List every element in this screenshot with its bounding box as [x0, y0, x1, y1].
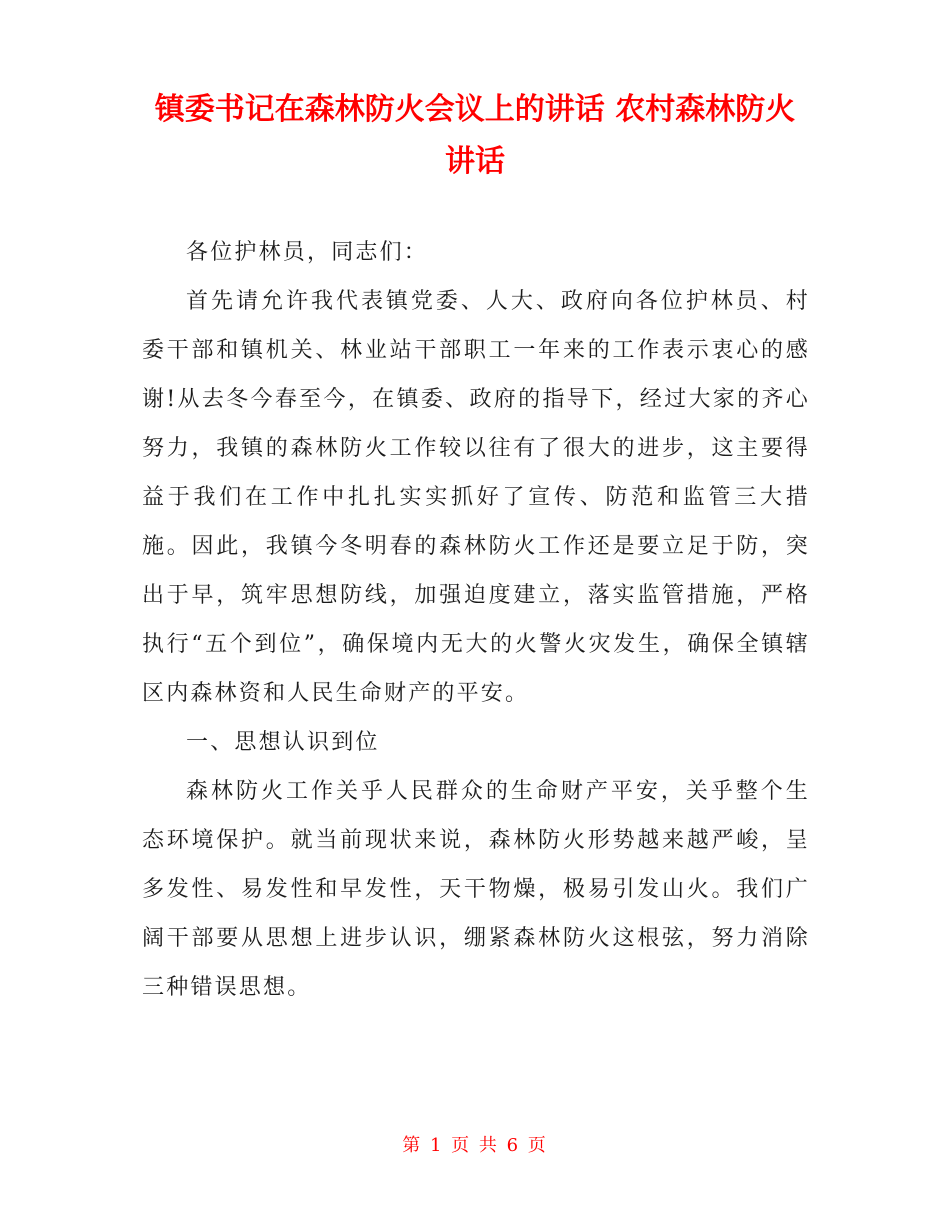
page-footer: 第 1 页 共 6 页 [402, 1135, 548, 1156]
salutation-paragraph: 各位护林员，同志们： [186, 240, 429, 265]
body-paragraph: 首先请允许我代表镇党委、人大、政府向各位护林员、村委干部和镇机关、林业站干部职工一年来的工作表示衷心的感谢!从去冬今春至今，在镇委、政府的指导下，经过大家的齐心努力，我镇的森林防火工作较以往有了很大的进步，这主要得益于我们在工作中扎扎实实抓好了宣传、防范和监管三大措施。因此，我镇今冬明春的森林防火工作还是要立足于防，突出于早，筑牢思想防线，加强迫度建立，落实监管措施，严格执行“五个到位”，确保境内无大的火警火灾发生，确保全镇辖区内森林资和人民生命财产的平安。 [142, 289, 810, 706]
section-heading: 一、思想认识到位 [186, 730, 380, 755]
body-paragraph: 森林防火工作关乎人民群众的生命财产平安，关乎整个生态环境保护。就当前现状来说，森林防火形势越来越严峻，呈多发性、易发性和早发性，天干物燥，极易引发山火。我们广阔干部要从思想上进步认识，绷紧森林防火这根弦，努力消除三种错误思想。 [142, 779, 810, 1000]
document-body [142, 228, 810, 1012]
document-title: 镇委书记在森林防火会议上的讲话 农村森林防火讲话 [154, 92, 796, 179]
